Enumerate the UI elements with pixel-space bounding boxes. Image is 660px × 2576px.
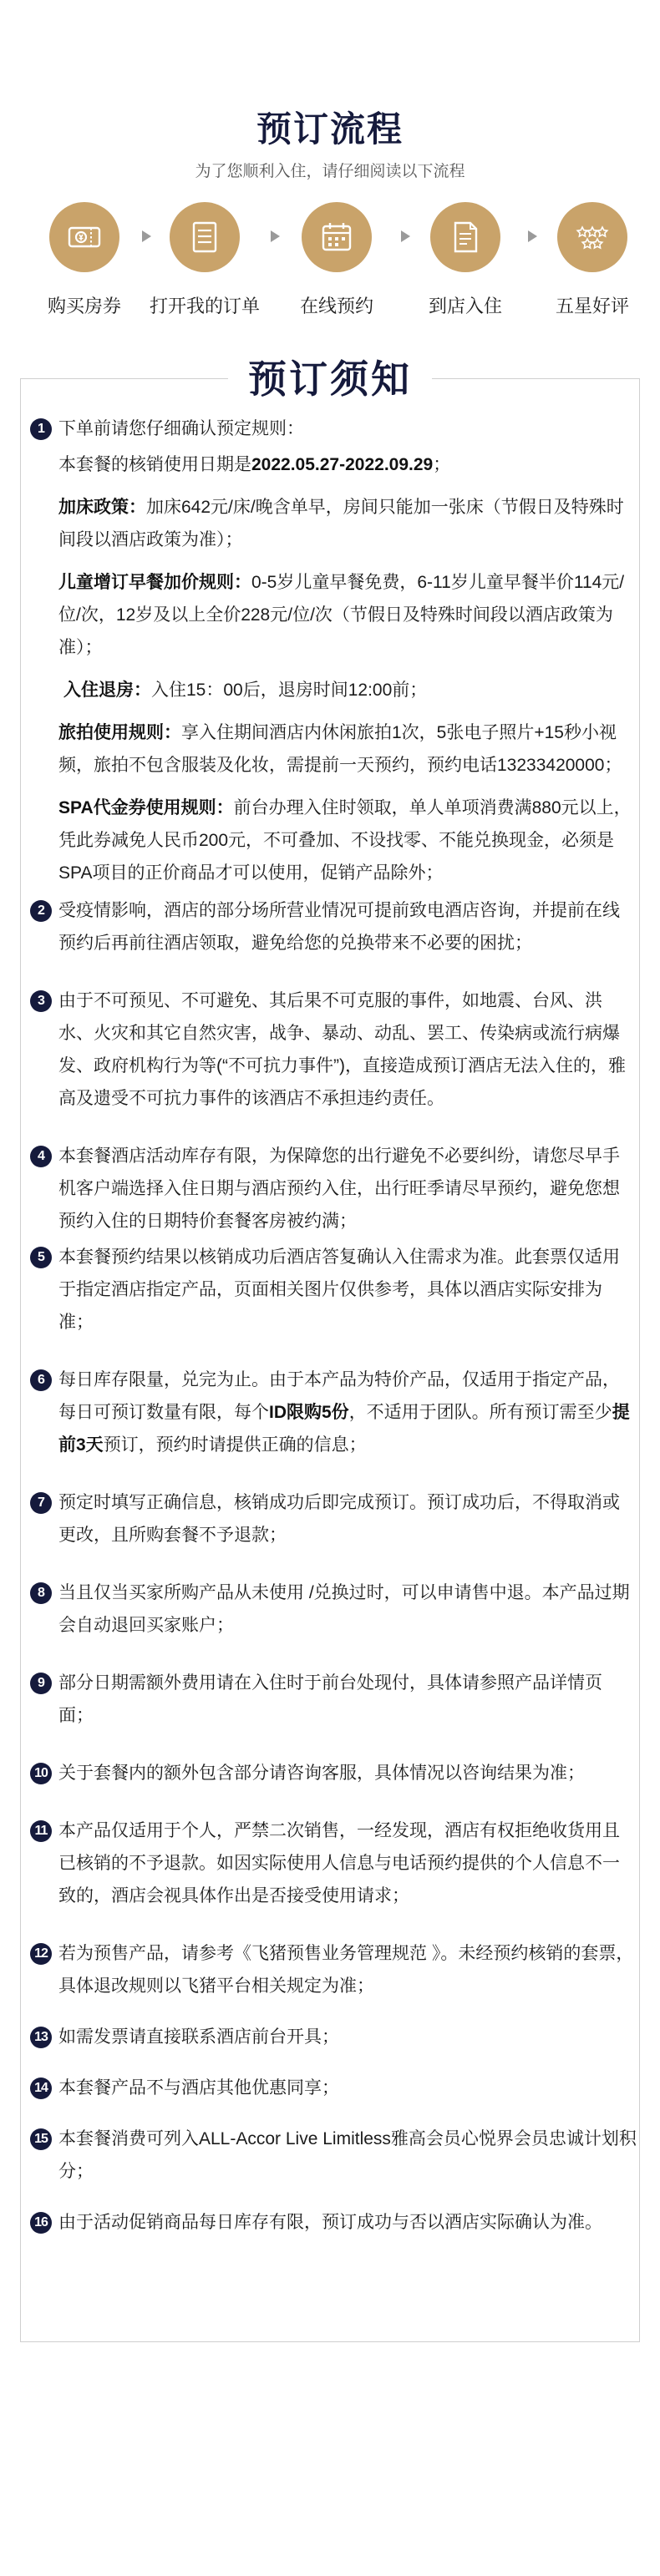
checkin-document-icon bbox=[445, 217, 485, 257]
item-number: 7 bbox=[30, 1492, 52, 1514]
step-label: 购买房券 bbox=[47, 296, 121, 316]
notice-item-9 bbox=[30, 1667, 637, 1732]
notice-item-14 bbox=[30, 2072, 637, 2104]
item-number: 12 bbox=[30, 1943, 52, 1965]
item-number: 3 bbox=[30, 990, 52, 1012]
item-number: 4 bbox=[30, 1146, 52, 1167]
item-number: 9 bbox=[30, 1673, 52, 1694]
step-buy-voucher bbox=[22, 202, 147, 318]
item-text: 若为预售产品，请参考《飞猪预售业务管理规范 》。未经预约核销的套票，具体退改规则以飞猪平台相关规定为准； bbox=[58, 1944, 634, 1996]
notice-item-6: 6 每日库存限量，兑完为止。由于本产品为特价产品，仅适用于指定产品，每日可预订数量有限，每个ID限购5份，不适用于团队。所有预订需至少提前3天预订，预约时请提供正确的信息； bbox=[30, 1364, 637, 1461]
step-label: 打开我的订单 bbox=[149, 296, 260, 316]
page-subtitle: 为了您顺利入住，请仔细阅读以下流程 bbox=[195, 163, 465, 180]
notice-title: 预订须知 bbox=[228, 349, 432, 404]
usage-period: 2022.05.27-2022.09.29 bbox=[251, 455, 434, 474]
five-stars-icon bbox=[572, 217, 612, 257]
item-number: 14 bbox=[30, 2078, 52, 2099]
item-number: 8 bbox=[30, 1582, 52, 1604]
item-text: 本产品仅适用于个人，严禁二次销售，一经发现，酒店有权拒绝收货用且已核销的不予退款。如因实际使用人信息与电话预约提供的个人信息不一致的，酒店会视具体作出是否接受使用请求； bbox=[58, 1821, 620, 1905]
page-title: 预订流程 bbox=[256, 109, 404, 149]
item-text: 当且仅当买家所购产品从未使用 /兑换过时，可以申请售中退。本产品过期会自动退回买家账户； bbox=[58, 1583, 630, 1635]
spa-voucher-label: SPA代金券使用规则： bbox=[58, 798, 234, 817]
item-text: 每日库存限量，兑完为止。由于本产品为特价产品，仅适用于指定产品，每日可预订数量有限，每个 bbox=[58, 1370, 620, 1422]
step-label: 在线预约 bbox=[299, 296, 373, 316]
notice-item-1: 1 下单前请您仔细确认预定规则： 本套餐的核销使用日期是2022.05.27-2022.09.29； 加床政策：加床642元/床/晚含单早，房间只能加一张床（节假日及特殊时间段以酒店政策为准）； 儿童增订早餐加价规则：0-5岁儿童早餐免费，6-11岁儿童早餐半价114元/位/次，12岁及以上全价228元/位/次（节假日及特殊时间段以酒店政策为准）； 入住退房：入住15：00后，退房时间12:00前； 旅拍使用规则：享入住期间酒店内休闲旅拍1次，5张电子照片+15秒小视频，旅拍不包含服装及化妆，需提前一天预约，预约电话13233420000； SPA代金券使用规则：前台办理入住时领取，单人单项消费满880元以上，凭此券减免人民币200元，不可叠加、不设找零、不能兑换现金，必须是SPA项目的正价商品才可以使用，促销产品除外； bbox=[30, 412, 637, 889]
step-online-booking bbox=[274, 202, 399, 318]
notice-item-8 bbox=[30, 1576, 637, 1642]
item-number: 16 bbox=[30, 2212, 52, 2234]
item-text: 本套餐产品不与酒店其他优惠同享； bbox=[58, 2078, 339, 2098]
notice-item-3 bbox=[30, 984, 637, 1115]
notice-item-12 bbox=[30, 1937, 637, 2002]
child-breakfast-label: 儿童增订早餐加价规则： bbox=[58, 573, 251, 592]
notice-list bbox=[30, 412, 637, 2239]
booking-steps bbox=[0, 202, 660, 336]
item-text: 本套餐预约结果以核销成功后酒店答复确认入住需求为准。此套票仅适用于指定酒店指定产品，页面相关图片仅供参考，具体以酒店实际安排为准； bbox=[58, 1248, 620, 1332]
item-text: 关于套餐内的额外包含部分请咨询客服，具体情况以咨询结果为准； bbox=[58, 1764, 585, 1783]
item-number: 1 bbox=[30, 418, 52, 440]
notice-item-16 bbox=[30, 2206, 637, 2239]
item-number: 11 bbox=[30, 1820, 52, 1842]
item-number: 5 bbox=[30, 1247, 52, 1268]
item-text: 本套餐酒店活动库存有限，为保障您的出行避免不必要纠纷，请您尽早手机客户端选择入住日期与酒店预约入住，出行旺季请尽早预约，避免您想预约入住的日期特价套餐客房被约满； bbox=[58, 1146, 620, 1231]
notice-item-13 bbox=[30, 2021, 637, 2053]
item-text: 部分日期需额外费用请在入住时于前台处现付，具体请参照产品详情页面； bbox=[58, 1673, 602, 1725]
notice-item-7 bbox=[30, 1486, 637, 1551]
notice-item-4 bbox=[30, 1140, 637, 1237]
item-number: 10 bbox=[30, 1763, 52, 1784]
notice-item-5 bbox=[30, 1241, 637, 1339]
notice-item-2 bbox=[30, 894, 637, 959]
ticket-icon bbox=[64, 217, 104, 257]
item-text: 如需发票请直接联系酒店前台开具； bbox=[58, 2027, 339, 2047]
item-text: 由于不可预见、不可避免、其后果不可克服的事件，如地震、台风、洪水、火灾和其它自然灾害，战争、暴动、动乱、罢工、传染病或流行病爆发、政府机构行为等(“不可抗力事件”)，直接造成预订酒店无法入住的，雅高及遗受不可抗力事件的该酒店不承担违约责任。 bbox=[58, 991, 626, 1108]
item-number: 13 bbox=[30, 2027, 52, 2048]
step-check-in bbox=[403, 202, 528, 318]
item-text: 由于活动促销商品每日库存有限，预订成功与否以酒店实际确认为准。 bbox=[58, 2213, 602, 2232]
order-list-icon bbox=[185, 217, 225, 257]
purchase-limit: ID限购5份 bbox=[269, 1403, 349, 1422]
item-number: 15 bbox=[30, 2128, 52, 2150]
item-text: 下单前请您仔细确认预定规则： bbox=[58, 419, 304, 438]
item-text: 预定时填写正确信息，核销成功后即完成预订。预订成功后，不得取消或更改，且所购套餐不予退款； bbox=[58, 1493, 620, 1545]
step-label: 到店入住 bbox=[428, 296, 502, 316]
step-five-star-review bbox=[530, 202, 655, 318]
item-text: 本套餐消费可列入ALL-Accor Live Limitless雅高会员心悦界会员忠诚计划积分； bbox=[58, 2129, 637, 2181]
item-text: 本套餐的核销使用日期是 bbox=[58, 455, 251, 474]
item-number: 6 bbox=[30, 1369, 52, 1391]
item-text: 受疫情影响，酒店的部分场所营业情况可提前致电酒店咨询，并提前在线预约后再前往酒店领取，避免给您的兑换带来不必要的困扰； bbox=[58, 901, 620, 953]
calendar-icon bbox=[317, 217, 357, 257]
item-number: 2 bbox=[30, 900, 52, 922]
checkin-checkout-label: 入住退房： bbox=[63, 681, 151, 700]
photo-rules-label: 旅拍使用规则： bbox=[58, 723, 181, 742]
step-label: 五星好评 bbox=[555, 296, 629, 316]
advance-days: 提前3天 bbox=[58, 1403, 630, 1455]
notice-item-10 bbox=[30, 1757, 637, 1789]
notice-item-15 bbox=[30, 2123, 637, 2188]
step-open-orders bbox=[142, 202, 267, 318]
extra-bed-policy-label: 加床政策： bbox=[58, 498, 146, 517]
notice-item-11 bbox=[30, 1814, 637, 1912]
